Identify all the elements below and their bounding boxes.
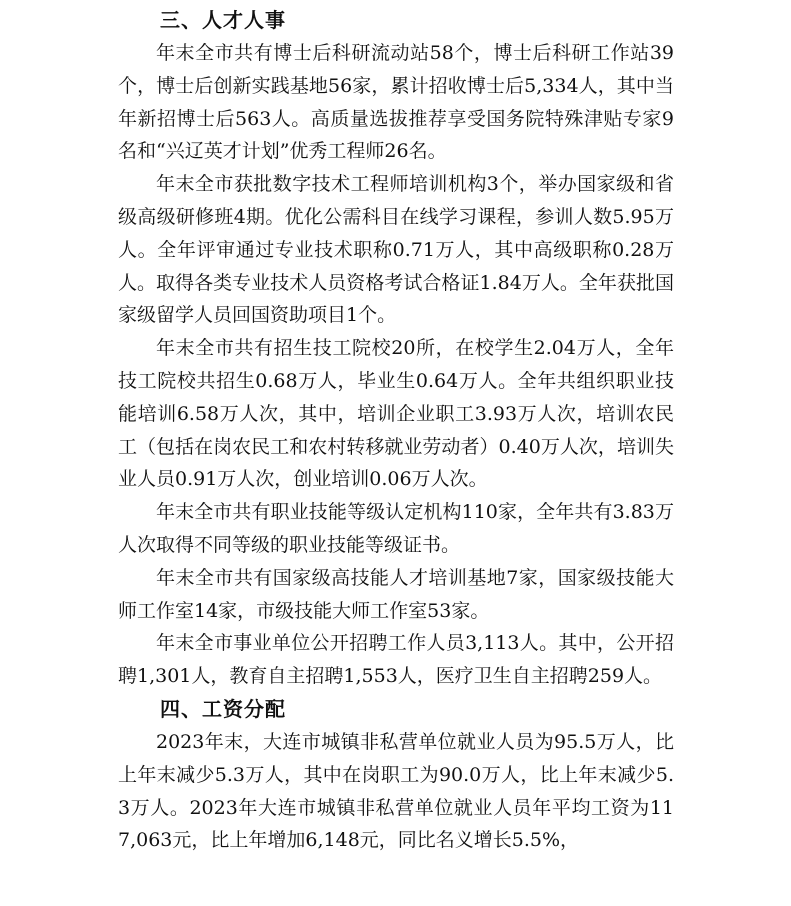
paragraph-skill-certification: 年末全市共有职业技能等级认定机构110家，全年共有3.83万人次取得不同等级的职业技能等级证书。 xyxy=(118,501,674,556)
section-heading-talent-personnel: 三、人才人事 xyxy=(160,8,286,32)
document-page xyxy=(118,0,674,857)
paragraph-technical-schools: 年末全市共有招生技工院校20所，在校学生2.04万人，全年技工院校共招生0.68万人，毕业生0.64万人。全年共组织职业技能培训6.58万人次，其中，培训企业职工3.93万人次，培训农民工（包括在岗农民工和农村转移就业劳动者）0.40万人次，培训失业人员0.91万人次，创业培训0.06万人次。 xyxy=(118,337,674,491)
paragraph-postdoctoral: 年末全市共有博士后科研流动站58个，博士后科研工作站39个，博士后创新实践基地56家，累计招收博士后5,334人，其中当年新招博士后563人。高质量选拔推荐享受国务院特殊津贴专家9名和“兴辽英才计划”优秀工程师26名。 xyxy=(118,42,674,163)
paragraph-wages: 2023年末，大连市城镇非私营单位就业人员为95.5万人，比上年末减少5.3万人，其中在岗职工为90.0万人，比上年末减少5.3万人。2023年大连市城镇非私营单位就业人员年平均工资为117,063元，比上年增加6,148元，同比名义增长5.5%， xyxy=(118,730,674,852)
paragraph-skill-bases: 年末全市共有国家级高技能人才培训基地7家，国家级技能大师工作室14家，市级技能大师工作室53家。 xyxy=(118,566,674,622)
paragraph-engineer-training: 年末全市获批数字技术工程师培训机构3个，举办国家级和省级高级研修班4期。优化公需科目在线学习课程，参训人数5.95万人。全年评审通过专业技术职称0.71万人，其中高级职称0.28万人。取得各类专业技术人员资格考试合格证1.84万人。全年获批国家级留学人员回国资助项目1个。 xyxy=(118,173,674,327)
section-heading-wage-distribution: 四、工资分配 xyxy=(160,696,286,721)
paragraph-public-recruitment: 年末全市事业单位公开招聘工作人员3,113人。其中，公开招聘1,301人，教育自主招聘1,553人，医疗卫生自主招聘259人。 xyxy=(118,632,674,688)
